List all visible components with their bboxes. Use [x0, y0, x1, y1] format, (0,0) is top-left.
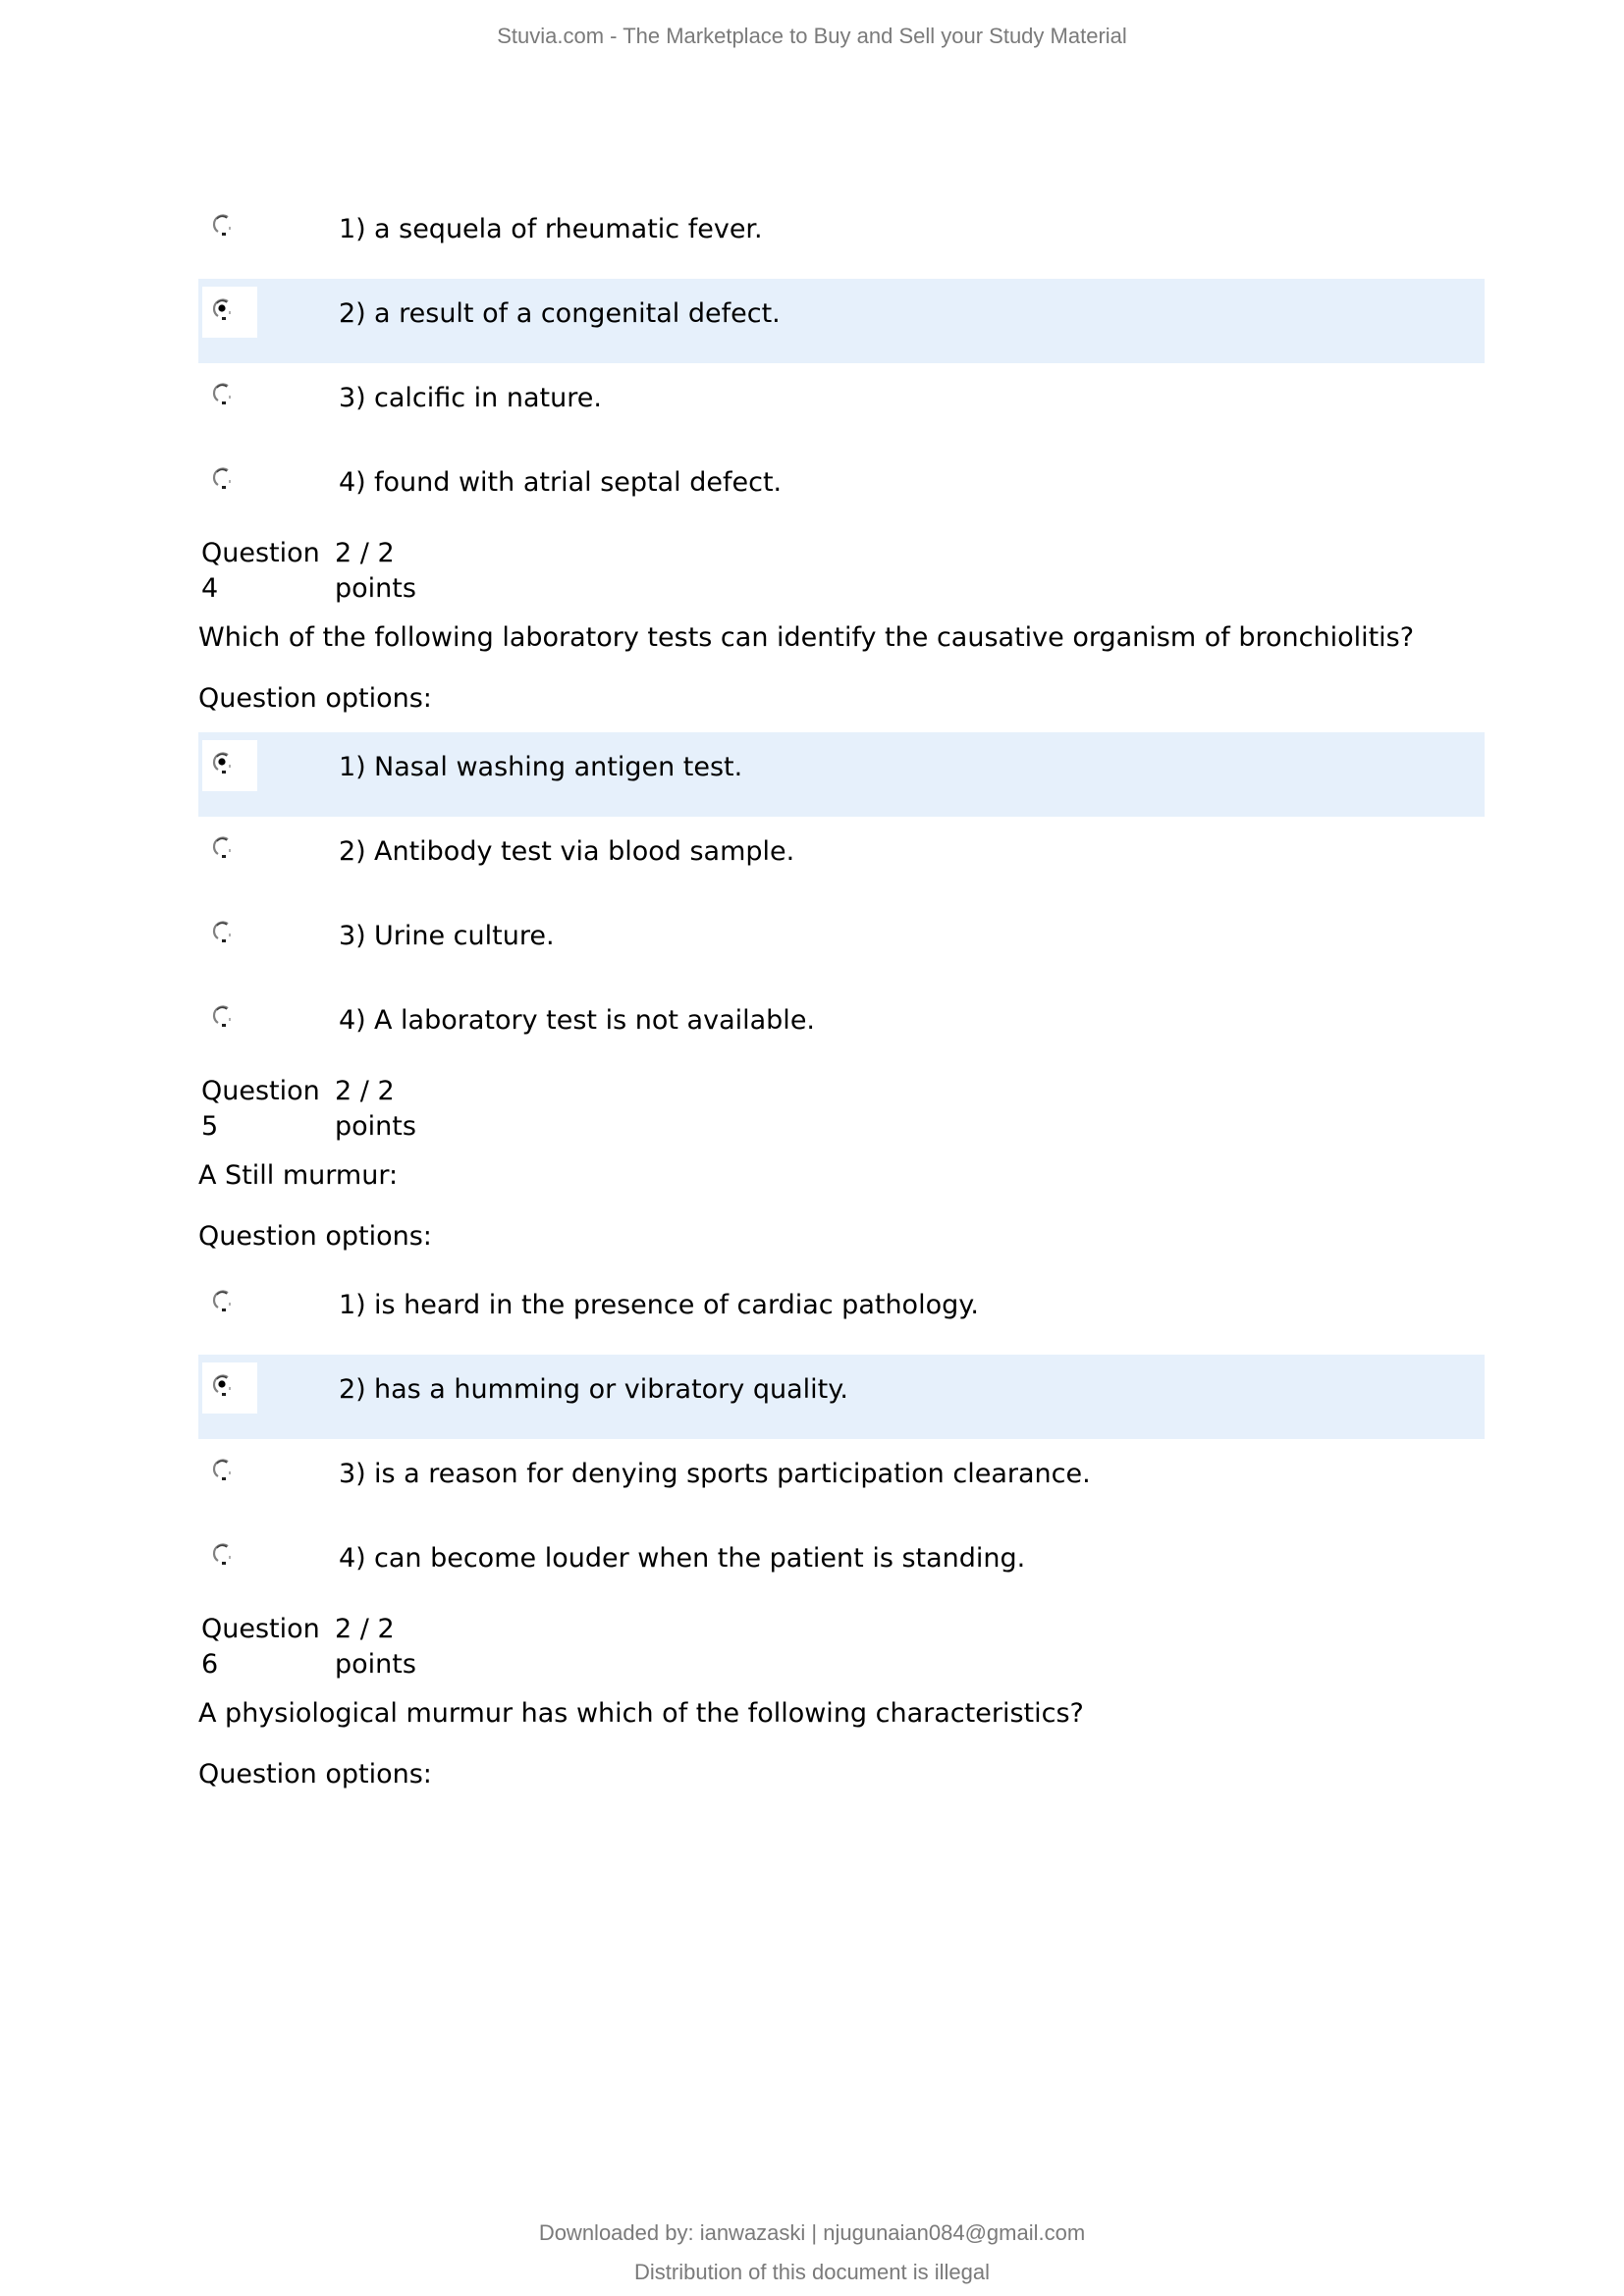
radio-button[interactable]: [202, 1447, 257, 1498]
option-number: 1): [339, 214, 366, 244]
question-score: [335, 536, 453, 607]
radio-unselected-icon: [210, 1288, 236, 1313]
option-text: a result of a congenital defect.: [374, 298, 781, 329]
answer-option[interactable]: [198, 986, 1485, 1070]
radio-button[interactable]: [202, 1362, 257, 1414]
question-options-label: Question options:: [198, 1221, 432, 1252]
radio-button[interactable]: [202, 740, 257, 791]
question-text: Which of the following laboratory tests can identify the causative organism of bronchiolitis?: [198, 622, 1415, 653]
radio-selected-icon: [210, 750, 236, 775]
option-number: 3): [339, 383, 366, 413]
question-text: A physiological murmur has which of the following characteristics?: [198, 1698, 1084, 1729]
answer-option[interactable]: [198, 817, 1485, 901]
option-number: 3): [339, 921, 366, 951]
option-number: 4): [339, 1543, 366, 1574]
question-number: 6: [201, 1649, 219, 1680]
radio-button[interactable]: [202, 909, 257, 960]
option-number: 1): [339, 752, 366, 782]
download-notice: Downloaded by: ianwazaski | njugunaian084@gmail.com: [538, 2220, 1086, 2245]
option-text: found with atrial septal defect.: [374, 467, 783, 498]
score-value: 2 / 2: [335, 1614, 395, 1644]
option-text: A laboratory test is not available.: [374, 1005, 816, 1036]
radio-unselected-icon: [210, 1457, 236, 1482]
option-text: can become louder when the patient is standing.: [374, 1543, 1026, 1574]
radio-button[interactable]: [202, 455, 257, 507]
answer-option[interactable]: [198, 1439, 1485, 1523]
question-label-word: Question: [201, 1076, 320, 1106]
answer-option[interactable]: [198, 1270, 1485, 1355]
radio-button[interactable]: [202, 1531, 257, 1582]
option-text: is heard in the presence of cardiac pathology.: [374, 1290, 979, 1320]
answer-option-selected[interactable]: [198, 279, 1485, 363]
distribution-notice: Distribution of this document is illegal: [634, 2260, 990, 2284]
radio-unselected-icon: [210, 1003, 236, 1029]
question-score: [335, 1612, 453, 1682]
radio-button[interactable]: [202, 993, 257, 1044]
question-label-word: Question: [201, 538, 320, 568]
radio-unselected-icon: [210, 1541, 236, 1567]
radio-selected-icon: [210, 296, 236, 322]
option-number: 4): [339, 467, 366, 498]
answer-option[interactable]: [198, 363, 1485, 448]
option-text: has a humming or vibratory quality.: [374, 1374, 848, 1405]
option-text: calcific in nature.: [374, 383, 602, 413]
question-header: [198, 1070, 1485, 1150]
radio-unselected-icon: [210, 465, 236, 491]
option-number: 2): [339, 836, 366, 867]
question-header: [198, 532, 1485, 613]
score-value: 2 / 2: [335, 538, 395, 568]
answer-option-selected[interactable]: [198, 732, 1485, 817]
option-number: 2): [339, 1374, 366, 1405]
option-text: a sequela of rheumatic fever.: [374, 214, 763, 244]
answer-option[interactable]: [198, 194, 1485, 279]
option-text: Nasal washing antigen test.: [374, 752, 743, 782]
score-unit: points: [335, 1649, 416, 1680]
option-text: Antibody test via blood sample.: [374, 836, 795, 867]
radio-unselected-icon: [210, 381, 236, 406]
question-header: [198, 1608, 1485, 1688]
radio-button[interactable]: [202, 287, 257, 338]
question-options-label: Question options:: [198, 683, 432, 714]
question-number: 4: [201, 573, 219, 604]
option-text: Urine culture.: [374, 921, 555, 951]
question-number-label: [201, 1074, 329, 1145]
score-unit: points: [335, 573, 416, 604]
radio-unselected-icon: [210, 834, 236, 860]
option-number: 4): [339, 1005, 366, 1036]
radio-unselected-icon: [210, 212, 236, 238]
score-unit: points: [335, 1111, 416, 1142]
radio-button[interactable]: [202, 1278, 257, 1329]
radio-button[interactable]: [202, 371, 257, 422]
question-text: A Still murmur:: [198, 1160, 399, 1191]
answer-option[interactable]: [198, 901, 1485, 986]
score-value: 2 / 2: [335, 1076, 395, 1106]
question-label-word: Question: [201, 1614, 320, 1644]
question-number: 5: [201, 1111, 219, 1142]
page-header: Stuvia.com - The Marketplace to Buy and Sell your Study Material: [497, 24, 1127, 48]
radio-unselected-icon: [210, 919, 236, 944]
radio-button[interactable]: [202, 202, 257, 253]
question-options-label: Question options:: [198, 1759, 432, 1789]
answer-option[interactable]: [198, 1523, 1485, 1608]
answer-option-selected[interactable]: [198, 1355, 1485, 1439]
radio-button[interactable]: [202, 825, 257, 876]
option-number: 2): [339, 298, 366, 329]
question-number-label: [201, 536, 329, 607]
question-number-label: [201, 1612, 329, 1682]
option-text: is a reason for denying sports participation clearance.: [374, 1459, 1091, 1489]
radio-selected-icon: [210, 1372, 236, 1398]
quiz-content: [198, 194, 1485, 1808]
option-number: 1): [339, 1290, 366, 1320]
question-score: [335, 1074, 453, 1145]
option-number: 3): [339, 1459, 366, 1489]
answer-option[interactable]: [198, 448, 1485, 532]
